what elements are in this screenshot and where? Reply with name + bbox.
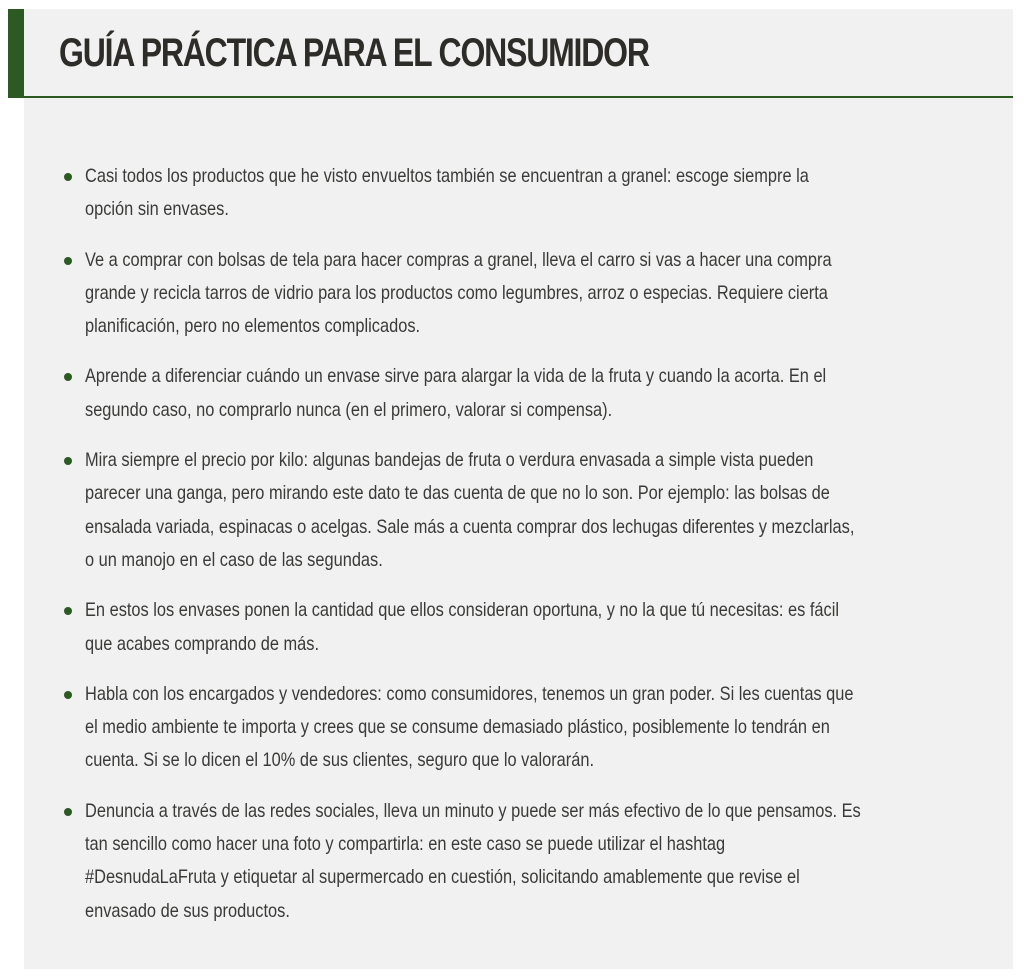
list-item bbox=[64, 244, 1004, 344]
tip-line: grande y recicla tarros de vidrio para los productos como legumbres, arroz o especias. Requiere cierta bbox=[85, 281, 828, 304]
tip-line: segundo caso, no comprarlo nunca (en el primero, valorar si compensa). bbox=[85, 398, 613, 421]
tip-line: el medio ambiente te importa y crees que se consume demasiado plástico, posiblemente lo tendrán en bbox=[85, 716, 830, 739]
tip-line: Aprende a diferenciar cuándo un envase sirve para alargar la vida de la fruta y cuando la acorta. En el bbox=[85, 365, 827, 388]
tip-line: Habla con los encargados y vendedores: como consumidores, tenemos un gran poder. Si les cuentas que bbox=[85, 682, 854, 705]
tip-text bbox=[85, 678, 1024, 778]
list-item bbox=[64, 160, 1004, 227]
bullet-icon bbox=[64, 173, 72, 181]
section-header bbox=[8, 9, 1013, 98]
tip-text bbox=[85, 160, 1024, 227]
tip-text bbox=[85, 360, 1024, 427]
tip-line: Denuncia a través de las redes sociales, lleva un minuto y puede ser más efectivo de lo que pensamos. Es bbox=[85, 799, 861, 822]
tip-line: #DesnudaLaFruta y etiquetar al supermercado en cuestión, solicitando amablemente que revise el bbox=[85, 866, 800, 889]
tip-line: parecer una ganga, pero mirando este dato te das cuenta de que no lo son. Por ejemplo: las bolsas de bbox=[85, 482, 830, 505]
tip-line: que acabes comprando de más. bbox=[85, 632, 320, 655]
tip-line: En estos los envases ponen la cantidad que ellos consideran oportuna, y no la que tú necesitas: es fácil bbox=[85, 599, 839, 622]
tip-line: planificación, pero no elementos complicados. bbox=[85, 315, 421, 338]
bullet-icon bbox=[64, 691, 72, 699]
tip-line: Mira siempre el precio por kilo: algunas bandejas de fruta o verdura envasada a simple vista pueden bbox=[85, 449, 814, 472]
bullet-icon bbox=[64, 373, 72, 381]
tip-line: Ve a comprar con bolsas de tela para hacer compras a granel, lleva el carro si vas a hacer una compra bbox=[85, 248, 832, 271]
bullet-icon bbox=[64, 257, 72, 265]
tip-line: cuenta. Si se lo dicen el 10% de sus clientes, seguro que lo valorarán. bbox=[85, 749, 595, 772]
list-item bbox=[64, 594, 1004, 661]
content-panel bbox=[24, 98, 1013, 969]
header-accent-bar bbox=[8, 9, 24, 98]
bullet-icon bbox=[64, 607, 72, 615]
bullet-icon bbox=[64, 808, 72, 816]
tip-line: ensalada variada, espinacas o acelgas. Sale más a cuenta comprar dos lechugas diferentes y mezclarlas, bbox=[85, 515, 855, 538]
tip-text bbox=[85, 244, 1024, 344]
bullet-icon bbox=[64, 457, 72, 465]
list-item bbox=[64, 444, 1004, 577]
tips-list bbox=[64, 160, 1004, 945]
tip-line: o un manojo en el caso de las segundas. bbox=[85, 548, 383, 571]
list-item bbox=[64, 360, 1004, 427]
tip-line: opción sin envases. bbox=[85, 198, 229, 221]
page-title: GUÍA PRÁCTICA PARA EL CONSUMIDOR bbox=[59, 31, 649, 75]
list-item bbox=[64, 678, 1004, 778]
list-item bbox=[64, 795, 1004, 928]
tip-text bbox=[85, 444, 1024, 577]
tip-text bbox=[85, 594, 1024, 661]
tip-text bbox=[85, 795, 1024, 928]
tip-line: tan sencillo como hacer una foto y compartirla: en este caso se puede utilizar el hashtag bbox=[85, 833, 726, 856]
tip-line: envasado de sus productos. bbox=[85, 899, 290, 922]
tip-line: Casi todos los productos que he visto envueltos también se encuentran a granel: escoge siempre la bbox=[85, 165, 809, 187]
